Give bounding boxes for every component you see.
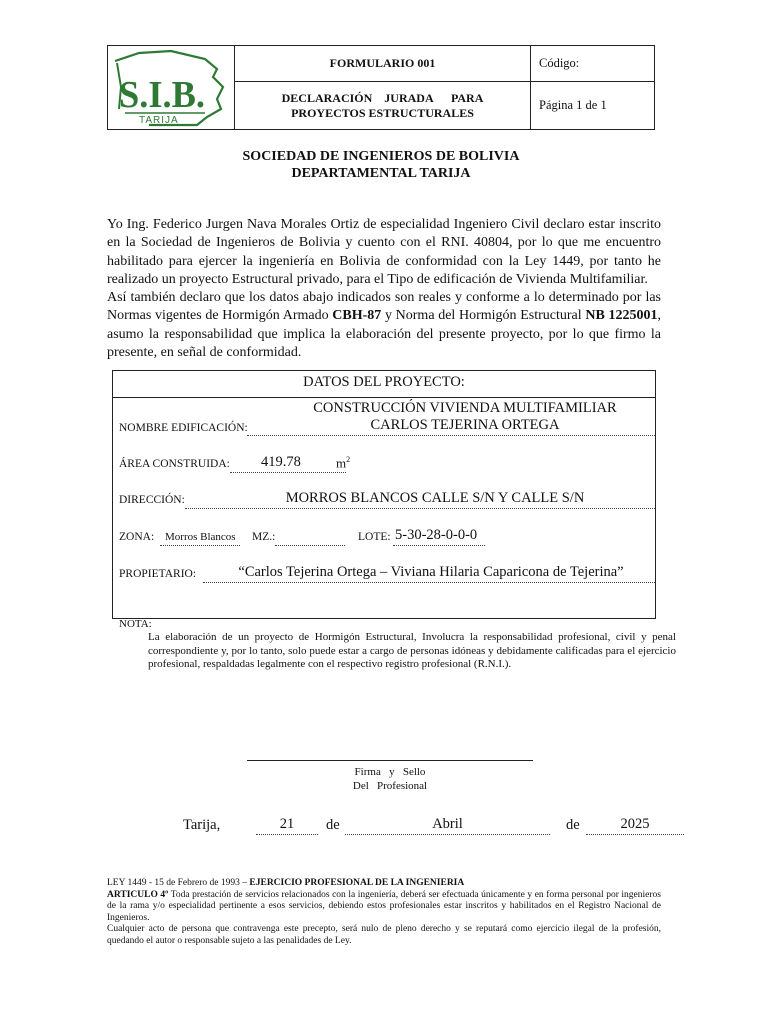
signature-line — [247, 760, 533, 761]
date-de-1: de — [326, 817, 340, 833]
logo-subtext: TARIJA — [139, 115, 179, 126]
building-name-value: CONSTRUCCIÓN VIVIENDA MULTIFAMILIAR CARLOS TEJERINA ORTEGA — [313, 400, 617, 433]
declaration-text — [107, 216, 661, 362]
zone-value: Morros Blancos — [165, 531, 236, 543]
law-title-line: LEY 1449 - 15 de Febrero de 1993 – EJERCICIO PROFESIONAL DE LA INGENIERIA — [107, 878, 465, 888]
law-footer — [107, 878, 661, 948]
area-unit: $m^2$ — [336, 455, 351, 471]
mz-label: MZ.: — [252, 531, 276, 543]
owner-label: PROPIETARIO: — [119, 568, 197, 580]
declaration-p2: Así también declaro que los datos abajo indicados son reales y conforme a lo determinado por las Normas vigentes de Hormigón Armado CBH-87 y Norma del Hormigón Estructural NB 1225001, asumo la responsabilidad que implica la elaboración del presente proyecto, por lo que firmo la presente, en señal de conformidad. — [107, 290, 661, 361]
date-city: Tarija, — [183, 817, 221, 833]
declaration-p1: Yo Ing. Federico Jurgen Nava Morales Ortiz de especialidad Ingeniero Civil declaro estar inscrito en la Sociedad de Ingenieros de Bolivia y cuento con el RNI. 40804, por lo que me encuentro habilitado para ejercer la ingeniería en Bolivia de conformidad con la Ley 1449, por tanto he realizado un proyecto Estructural privado, para el Tipo de edificación de Vivienda Multifamiliar. — [107, 217, 661, 287]
form-number: FORMULARIO 001 — [329, 56, 436, 70]
org-title-line1: SOCIEDAD DE INGENIEROS DE BOLIVIA — [242, 149, 520, 164]
note-text: La elaboración de un proyecto de Hormigón Estructural, Involucra la responsabilidad profesional, civil y penal correspondiente y, por lo tanto, solo puede estar a cargo de personas idóneas y debidamente calificadas para el ejercicio profesional, respaldadas legalmente con el respectivo registro profesional (R.N.I.). — [148, 631, 676, 670]
mz-field — [275, 529, 345, 546]
owner-value: “Carlos Tejerina Ortega – Viviana Hilaria Caparicona de Tejerina” — [238, 564, 624, 580]
date-month: Abril — [432, 816, 463, 832]
form-header-table — [107, 45, 655, 130]
address-value: MORROS BLANCOS CALLE S/N Y CALLE S/N — [285, 490, 585, 506]
page-indicator: Página 1 de 1 — [539, 98, 607, 112]
address-label: DIRECCIÓN: — [119, 494, 185, 506]
lote-label: LOTE: — [358, 531, 391, 543]
law-closing: Cualquier acto de persona que contravenga este precepto, será nulo de pleno derecho y se reputará como ejercicio ilegal de la profesión, quedando el autor o responsable sujeto a las penalidades de Ley. — [107, 924, 661, 946]
zone-label: ZONA: — [119, 531, 155, 543]
date-year: 2025 — [620, 816, 650, 832]
area-label: ÁREA CONSTRUIDA: — [119, 458, 230, 470]
note-label: NOTA: — [119, 618, 152, 630]
logo-text: S.I.B. — [119, 74, 205, 116]
building-name-label: NOMBRE EDIFICACIÓN: — [119, 422, 248, 434]
declaration-title: DECLARACIÓN JURADA PARA PROYECTOS ESTRUCTURALES — [281, 90, 484, 120]
org-title-line2: DEPARTAMENTAL TARIJA — [291, 166, 471, 181]
lote-value: 5-30-28-0-0-0 — [395, 527, 478, 543]
project-data-box — [112, 370, 656, 619]
code-label: Código: — [539, 56, 580, 70]
sib-logo — [109, 47, 233, 129]
project-heading: DATOS DEL PROYECTO: — [303, 374, 465, 390]
area-value: 419.78 — [261, 454, 301, 470]
date-day: 21 — [279, 816, 295, 832]
law-article: ARTICULO 4º Toda prestación de servicios relacionados con la ingeniería, deberá ser efectuada únicamente y en forma personal por ingenieros de la rama y/o especialidad pertinente a esos servicios, debiendo estos profesionales estar inscritos y habilitados en el Registro Nacional de Ingenieros. — [107, 889, 661, 923]
date-de-2: de — [566, 817, 580, 833]
signature-caption: Firma y Sello Del Profesional — [352, 766, 428, 792]
